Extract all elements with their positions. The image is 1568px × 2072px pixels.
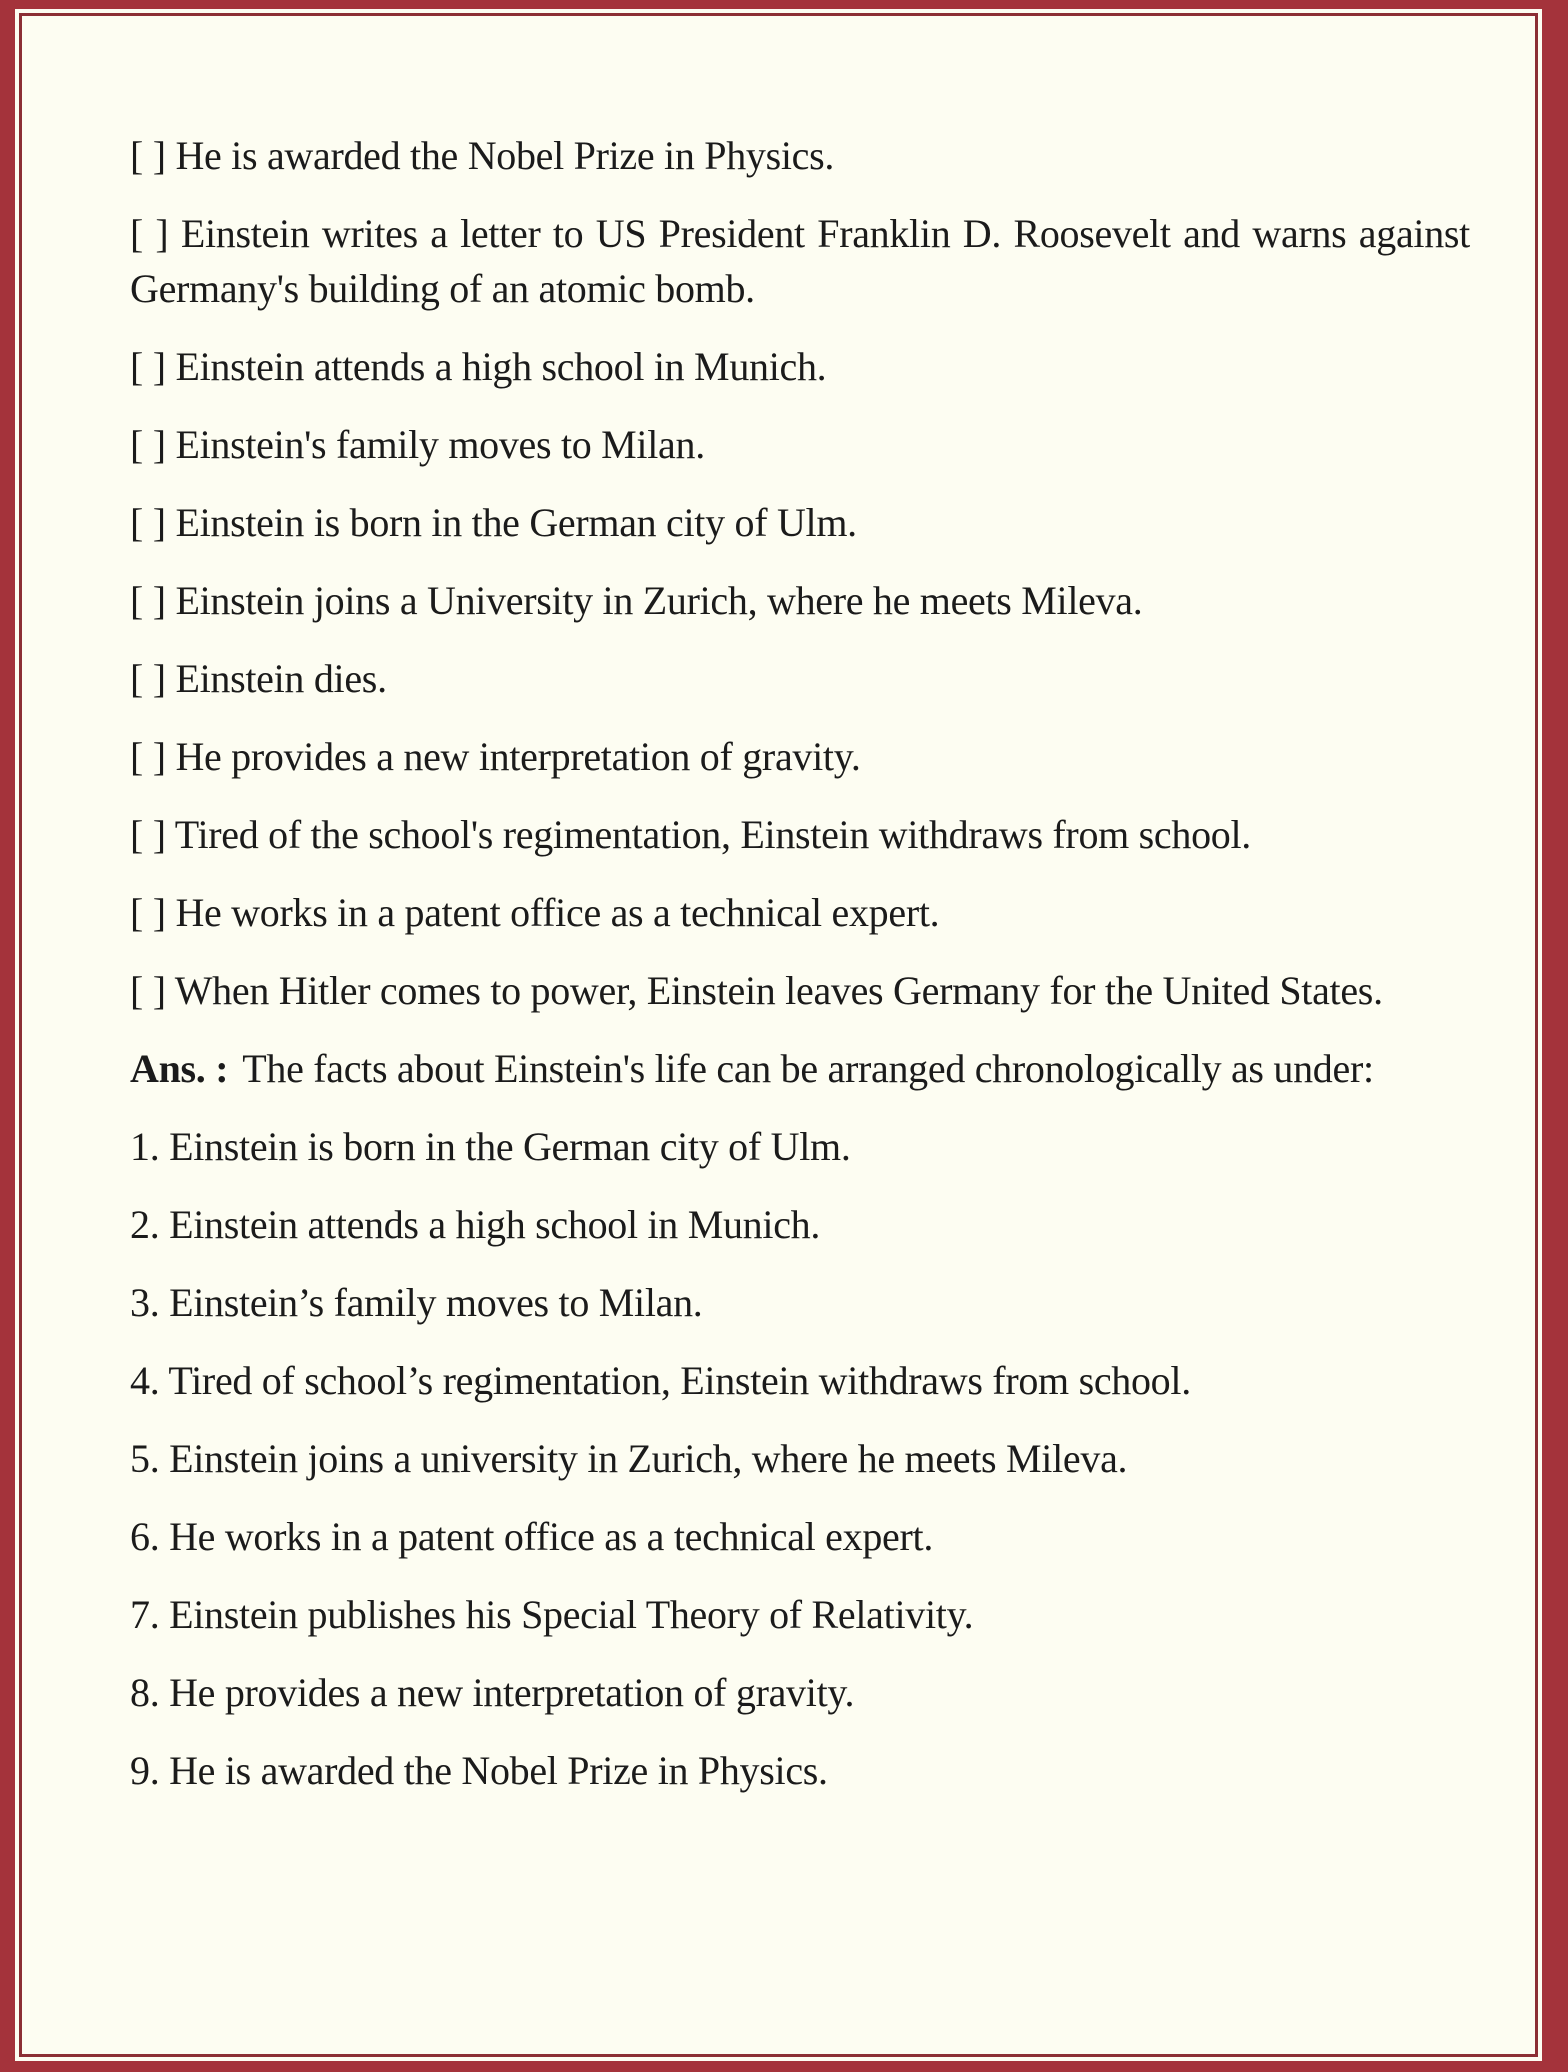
answer-label: Ans. : <box>130 1046 229 1091</box>
page-border-gap <box>15 9 1542 2061</box>
checklist-item: [ ] Einstein dies. <box>130 656 387 701</box>
checklist-item: [ ] He provides a new interpretation of gravity. <box>130 734 861 779</box>
checklist-item: [ ] Tired of the school's regimentation, Einstein withdraws from school. <box>130 812 1251 857</box>
answer-item: 4. Tired of school’s regimentation, Einstein withdraws from school. <box>130 1358 1191 1403</box>
checklist-item: [ ] Einstein joins a University in Zurich, where he meets Mileva. <box>130 578 1143 623</box>
checklist-item: [ ] When Hitler comes to power, Einstein leaves Germany for the United States. <box>130 968 1383 1013</box>
answer-item: 6. He works in a patent office as a technical expert. <box>130 1514 934 1559</box>
answer-item: 5. Einstein joins a university in Zurich, where he meets Mileva. <box>130 1436 1128 1481</box>
checklist-item: [ ] He works in a patent office as a technical expert. <box>130 890 940 935</box>
checklist-item: [ ] He is awarded the Nobel Prize in Physics. <box>130 133 835 178</box>
checklist-item: [ ] Einstein attends a high school in Munich. <box>130 344 827 389</box>
page-content-area <box>19 13 1538 2057</box>
answer-item: 7. Einstein publishes his Special Theory of Relativity. <box>130 1592 974 1637</box>
checklist-item: [ ] Einstein's family moves to Milan. <box>130 422 705 467</box>
answer-item: 2. Einstein attends a high school in Munich. <box>130 1202 821 1247</box>
answer-intro: The facts about Einstein's life can be arranged chronologically as under: <box>242 1046 1374 1091</box>
answer-item: 9. He is awarded the Nobel Prize in Physics. <box>130 1748 828 1793</box>
answer-item: 8. He provides a new interpretation of gravity. <box>130 1670 855 1715</box>
checklist-item: [ ] Einstein is born in the German city of Ulm. <box>130 500 857 545</box>
document-body <box>130 128 1470 1798</box>
answer-paragraph <box>130 1041 1470 1096</box>
answer-item: 1. Einstein is born in the German city of Ulm. <box>130 1124 851 1169</box>
checklist-item: [ ] Einstein writes a letter to US President Franklin D. Roosevelt and warns against Germany's building of an atomic bomb. <box>130 211 1470 311</box>
answer-item: 3. Einstein’s family moves to Milan. <box>130 1280 703 1325</box>
